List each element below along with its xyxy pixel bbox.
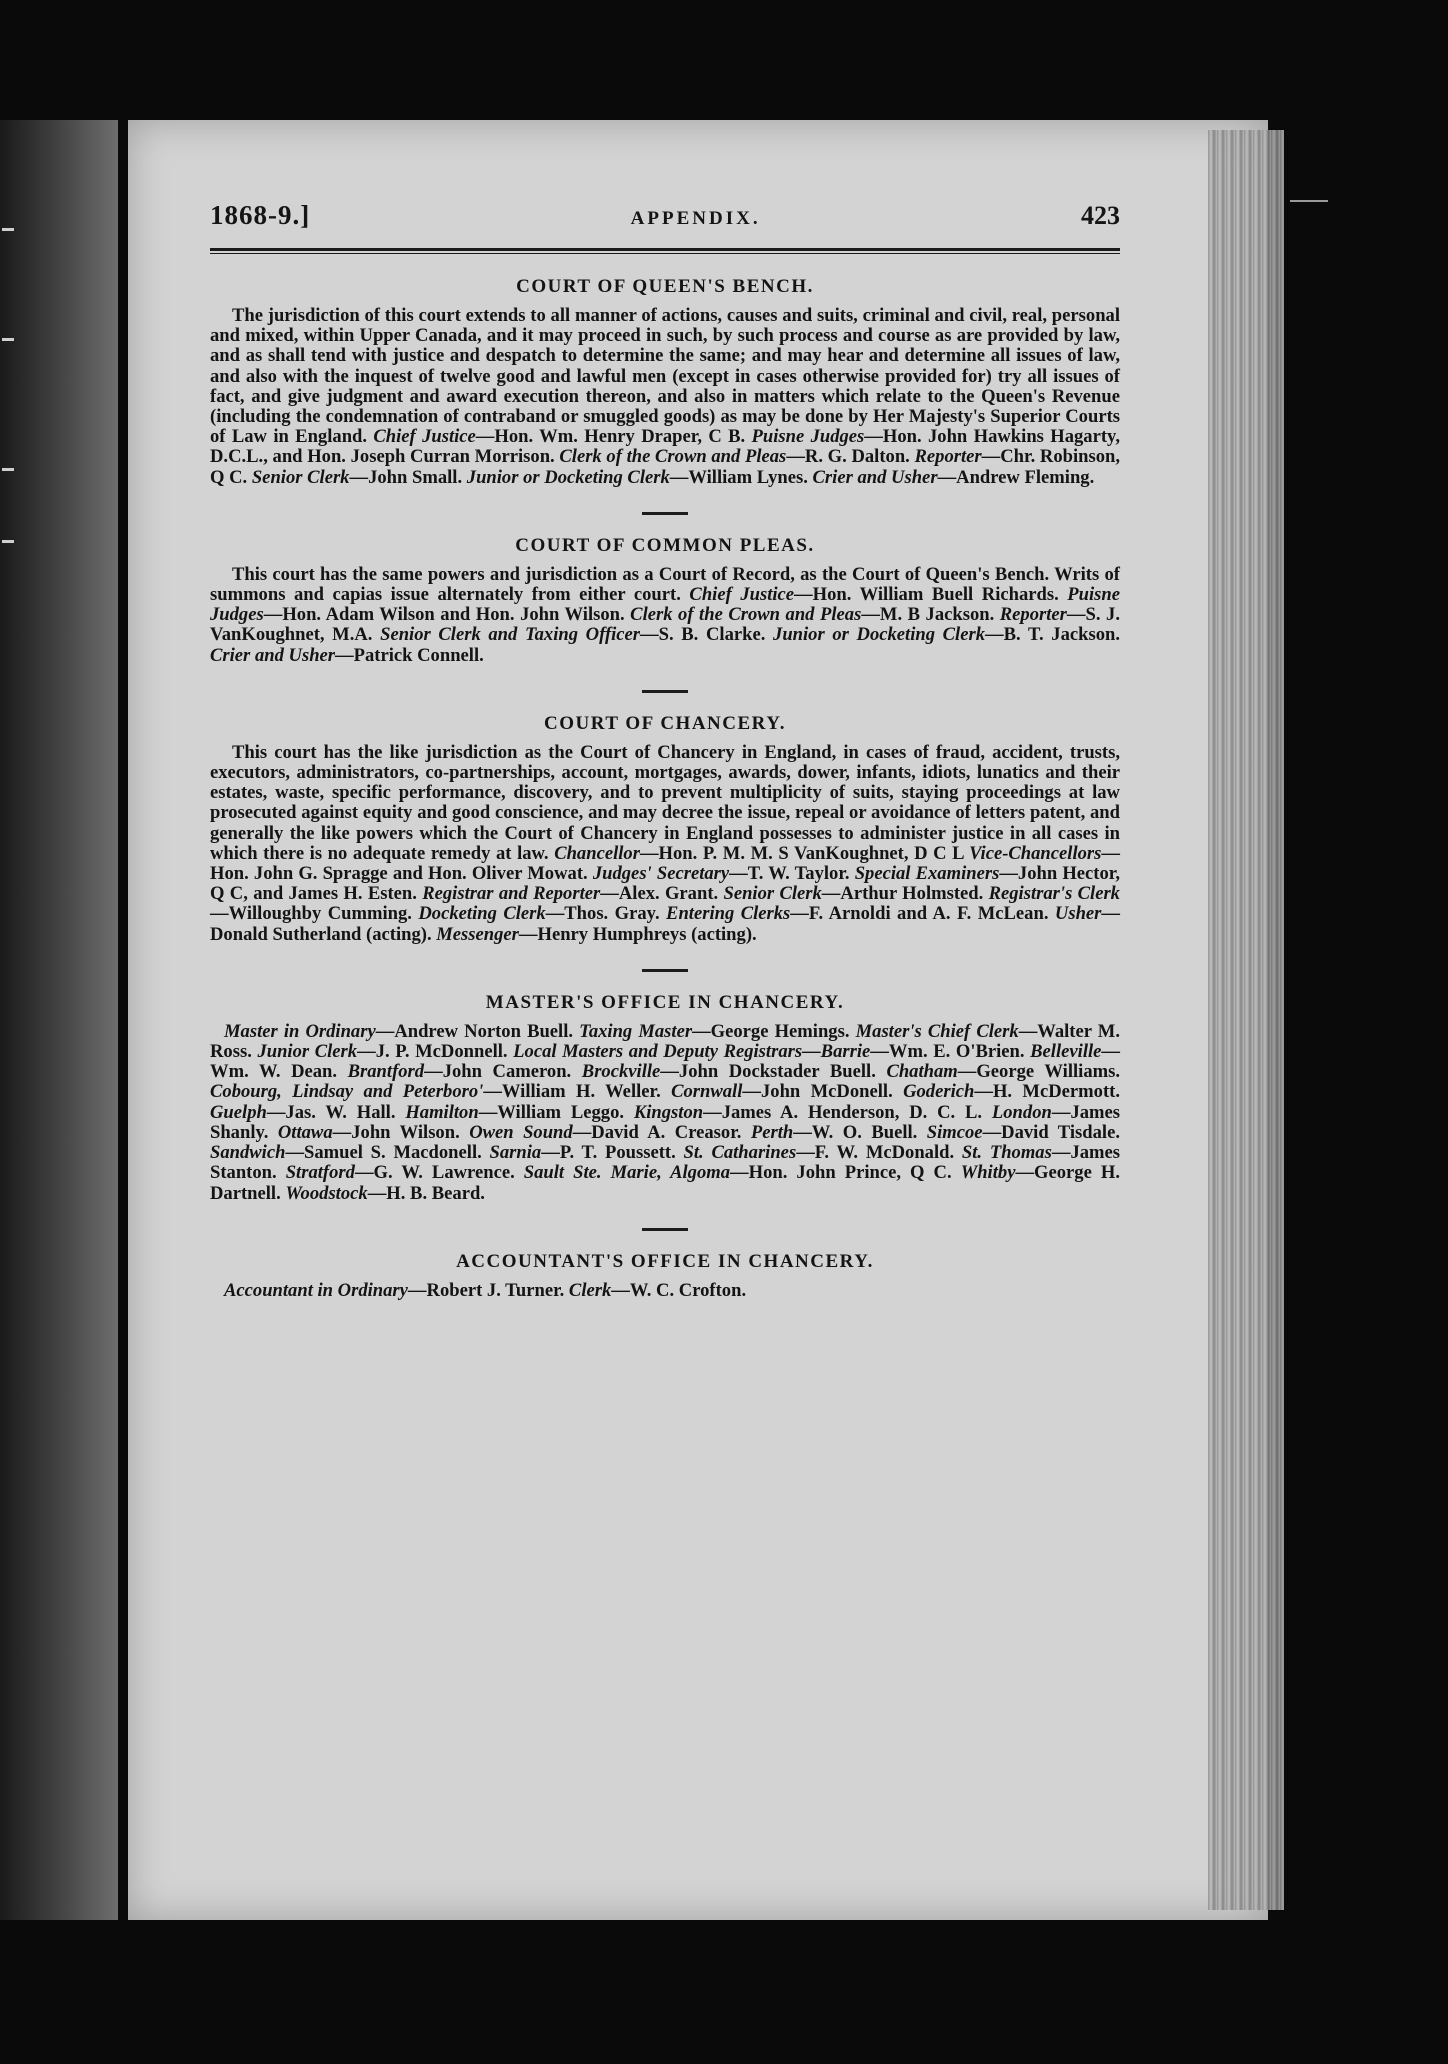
body-text: —Robert J. Turner. [407, 1279, 569, 1301]
body-text: —David A. Creasor. [572, 1121, 751, 1143]
office-label: Clerk of the Crown and Pleas [559, 446, 787, 468]
body-text: —Patrick Connell. [335, 644, 484, 666]
section-divider [642, 1228, 688, 1231]
body-text: This court has the like jurisdiction as the Court of Chancery in England, in cases of fraud, accident, trusts, executors, administrators, co-partnerships, account, mortgages, awards, dower, infants, idiots, lunatics and their estates, waste, specific performance, discovery, and to prevent multiplicity of suits, staying proceedings at law prosecuted against equity and good conscience, and may decree the issue, repeal or avoidance of letters patent, and generally the like powers which the Court of Chancery in England possesses to administer justice in all cases in which there is no adequate remedy at law. [210, 741, 1120, 864]
section [210, 276, 1120, 488]
body-text: —Willoughby Cumming. [210, 903, 419, 925]
body-text: —J. P. McDonnell. [357, 1041, 514, 1063]
body-text: —H. B. Beard. [367, 1182, 485, 1204]
body-text: —S. J. VanKoughnet, M.A. [210, 604, 1120, 646]
body-text: —William Leggo. [478, 1101, 634, 1123]
body-text: —Hon. John Hawkins Hagarty, D.C.L., and Hon. Joseph Curran Morrison. [210, 426, 1120, 468]
office-label: Master's Chief Clerk [855, 1020, 1019, 1042]
body-text: —Andrew Fleming. [937, 466, 1095, 488]
office-label: Reporter [914, 446, 982, 468]
body-text: —R. G. Dalton. [786, 446, 915, 468]
running-head [210, 200, 1120, 244]
body-text: —Wm. E. O'Brien. [870, 1041, 1031, 1063]
body-text: —Thos. Gray. [545, 903, 667, 925]
body-text: —Wm. W. Dean. [210, 1041, 1120, 1083]
office-label: Perth [750, 1121, 794, 1143]
office-label: Crier and Usher [812, 466, 938, 488]
section-title: COURT OF QUEEN'S BENCH. [516, 276, 814, 297]
section-body [210, 306, 1120, 488]
body-text: —G. W. Lawrence. [354, 1162, 524, 1184]
adjacent-page-mark [2, 540, 14, 543]
body-text: —F. Arnoldi and A. F. McLean. [790, 903, 1055, 925]
office-label: Woodstock [285, 1182, 368, 1204]
header-title: APPENDIX. [630, 208, 761, 229]
section-divider [642, 690, 688, 693]
body-text: —Henry Humphreys (acting). [518, 923, 757, 945]
office-label: Stratford [285, 1162, 355, 1184]
section-title: ACCOUNTANT'S OFFICE IN CHANCERY. [456, 1250, 874, 1272]
section-body [210, 743, 1120, 945]
body-text: —H. McDermott. [974, 1081, 1120, 1103]
body-text: —F. W. McDonald. [796, 1142, 962, 1164]
office-label: Puisne Judges [210, 584, 1120, 626]
office-label: Goderich [903, 1081, 975, 1103]
section-body [210, 565, 1120, 666]
section-title: COURT OF COMMON PLEAS. [515, 534, 815, 556]
body-text: —Samuel S. Macdonell. [285, 1142, 490, 1164]
office-label: Brockville [581, 1061, 661, 1083]
office-label: Docketing Clerk [418, 903, 546, 925]
body-text: —John Cameron. [424, 1061, 582, 1083]
office-label: Cobourg, Lindsay and Peterboro' [210, 1081, 484, 1103]
office-label: Puisne Judges [751, 426, 865, 448]
body-text: —James Stanton. [210, 1142, 1121, 1184]
body-text: —Donald Sutherland (acting). [210, 903, 1121, 945]
office-label: Senior Clerk and Taxing Officer [380, 624, 641, 646]
page-number: 423 [1081, 201, 1120, 230]
office-label: Taxing Master [579, 1020, 693, 1042]
body-text: —Jas. W. Hall. [266, 1101, 406, 1123]
book-page-edges [1208, 130, 1284, 1910]
adjacent-page-mark [2, 228, 14, 231]
body-text: —Hon. P. M. M. S VanKoughnet, D C L [639, 842, 970, 864]
office-label: Chancellor [554, 842, 640, 864]
body-text: —P. T. Poussett. [541, 1142, 684, 1164]
office-label: Sandwich [210, 1142, 286, 1164]
office-label: Vice-Chancellors [969, 842, 1102, 864]
office-label: Entering Clerks [666, 903, 791, 925]
section-title: MASTER'S OFFICE IN CHANCERY. [485, 991, 845, 1013]
body-text: —David Tisdale. [982, 1121, 1120, 1143]
office-label: Senior Clerk [251, 466, 350, 488]
section-body [210, 1281, 1120, 1301]
body-text: —W. C. Crofton. [611, 1279, 747, 1301]
body-text: —George Hemings. [692, 1020, 856, 1042]
section [210, 713, 1120, 945]
office-label: St. Catharines [683, 1142, 797, 1164]
office-label: Messenger [436, 923, 519, 945]
office-label: Owen Sound [469, 1121, 573, 1143]
office-label: Sault Ste. Marie, Algoma [523, 1162, 731, 1184]
office-label: Cornwall [671, 1081, 743, 1103]
body-text: —Walter M. Ross. [210, 1020, 1120, 1063]
page-edge-mark [1290, 200, 1328, 202]
section-title: COURT OF CHANCERY. [544, 712, 786, 734]
office-label: Chatham [886, 1061, 958, 1083]
office-label: Belleville [1030, 1041, 1102, 1063]
header-rule [210, 248, 1120, 254]
body-text: —Hon. Adam Wilson and Hon. John Wilson. [263, 604, 631, 626]
office-label: Usher [1054, 903, 1102, 925]
body-text: —William Lynes. [669, 466, 813, 488]
section-divider [642, 512, 688, 515]
body-text: —T. W. Taylor. [729, 863, 855, 885]
office-label: Guelph [210, 1101, 267, 1123]
office-label: Kingston [633, 1101, 704, 1123]
body-text: —M. B Jackson. [861, 604, 1000, 626]
office-label: Junior or Docketing Clerk [466, 466, 670, 488]
office-label: Brantford [347, 1061, 425, 1083]
section [210, 1251, 1120, 1301]
office-label: Clerk [568, 1279, 612, 1301]
office-label: Sarnia [489, 1142, 542, 1164]
office-label: Master in Ordinary [224, 1020, 376, 1042]
body-text: —Hon. John G. Spragge and Hon. Oliver Mowat. [210, 842, 1120, 885]
office-label: London [991, 1101, 1052, 1123]
office-label: Whitby [960, 1162, 1016, 1184]
body-text: —Alex. Grant. [600, 883, 724, 905]
office-label: Local Masters and Deputy Registrars—Barrie [513, 1041, 871, 1063]
adjacent-page-edge [0, 120, 118, 1920]
body-text: —Arthur Holmsted. [821, 883, 989, 905]
office-label: Crier and Usher [210, 644, 336, 666]
body-text: —John Wilson. [332, 1121, 470, 1143]
office-label: Hamilton [405, 1101, 479, 1123]
body-text: —William H. Weller. [483, 1081, 672, 1103]
body-text: —George Williams. [957, 1061, 1120, 1083]
adjacent-page-mark [2, 338, 14, 341]
body-text: —John Hector, Q C, and James H. Esten. [210, 863, 1120, 905]
sections [210, 276, 1120, 1301]
body-text: —B. T. Jackson. [985, 624, 1120, 646]
office-label: Senior Clerk [723, 883, 822, 905]
page-content [210, 200, 1120, 1301]
office-label: St. Thomas [961, 1142, 1052, 1164]
office-label: Chief Justice [373, 426, 476, 448]
office-label: Registrar's Clerk [988, 883, 1120, 905]
office-label: Special Examiners [854, 863, 1000, 885]
body-text: The jurisdiction of this court extends to all manner of actions, causes and suits, criminal and civil, real, personal and mixed, within Upper Canada, and it may proceed in such, by such process and course as are provided by law, and as shall tend with justice and despatch to determine the same; and may hear and determine all issues of law, and also with the inquest of twelve good and lawful men (except in cases otherwise provided for) try all issues of fact, and give judgment and award execution thereon, and also in matters which relate to the Queen's Revenue (including the condemnation of contraband or smuggled goods) as may be done by Her Majesty's Superior Courts of Law in England. [210, 305, 1120, 448]
section-body [210, 1022, 1120, 1204]
body-text: —George H. Dartnell. [210, 1162, 1121, 1204]
section [210, 992, 1120, 1204]
office-label: Clerk of the Crown and Pleas [630, 604, 862, 626]
body-text: —Hon. William Buell Richards. [794, 584, 1068, 606]
adjacent-page-mark [2, 468, 14, 471]
office-label: Reporter [999, 604, 1067, 626]
body-text: —Hon. John Prince, Q C. [730, 1162, 961, 1184]
section-divider [642, 969, 688, 972]
body-text: This court has the same powers and jurisdiction as a Court of Record, as the Court of Queen's Bench. Writs of summons and capias issue alternately from either court. [210, 563, 1120, 606]
body-text: —Hon. Wm. Henry Draper, C B. [475, 426, 752, 448]
office-label: Junior Clerk [257, 1041, 358, 1063]
office-label: Accountant in Ordinary [224, 1279, 408, 1301]
office-label: Judges' Secretary [592, 863, 730, 885]
body-text: —Andrew Norton Buell. [375, 1020, 580, 1042]
body-text: —John Dockstader Buell. [660, 1061, 887, 1083]
body-text: —John Small. [349, 466, 467, 488]
body-text: —W. O. Buell. [793, 1121, 927, 1143]
header-year: 1868-9.] [210, 200, 311, 230]
body-text: —James A. Henderson, D. C. L. [703, 1101, 992, 1123]
office-label: Simcoe [926, 1121, 983, 1143]
office-label: Junior or Docketing Clerk [773, 624, 986, 646]
body-text: —James Shanly. [210, 1101, 1121, 1143]
body-text: —Chr. Robinson, Q C. [210, 446, 1120, 488]
office-label: Ottawa [277, 1121, 333, 1143]
office-label: Chief Justice [689, 584, 795, 606]
body-text: —S. B. Clarke. [640, 624, 774, 646]
office-label: Registrar and Reporter [422, 883, 601, 905]
section [210, 535, 1120, 666]
body-text: —John McDonell. [742, 1081, 904, 1103]
